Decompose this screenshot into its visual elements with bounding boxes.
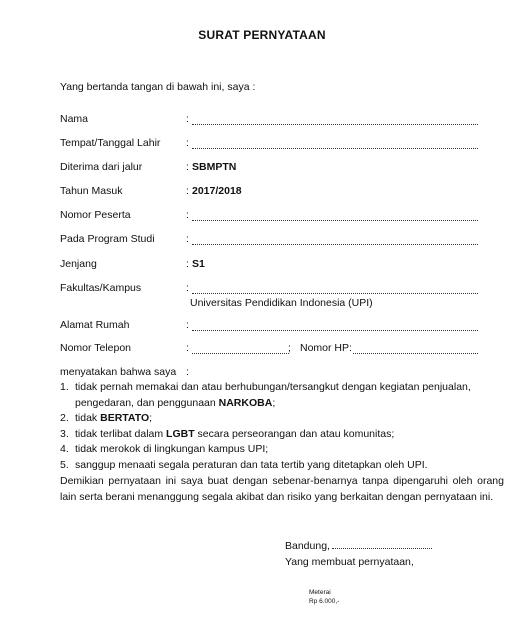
field-suffix: ;: [288, 342, 291, 354]
field-value: SBMPTN: [192, 161, 237, 173]
statement-intro: menyatakan bahwa saya: [60, 366, 177, 378]
field-colon: :: [186, 137, 189, 149]
intro-text: Yang bertanda tangan di bawah ini, saya :: [60, 81, 256, 93]
blank-line: [353, 353, 478, 354]
blank-line: [192, 353, 289, 354]
field-alamat-rumah: [60, 319, 480, 335]
signature-place: Bandung,: [285, 540, 330, 552]
field-label: Alamat Rumah: [60, 319, 130, 331]
blank-line: [192, 293, 478, 294]
field-label: Nomor Telepon: [60, 342, 132, 354]
field-tempat-tanggal-lahir: [60, 137, 480, 153]
signature-date-line: [332, 548, 432, 549]
field-jalur: [60, 161, 480, 177]
field-colon: :: [186, 185, 189, 197]
blank-line: [192, 124, 478, 125]
list-item: 5. sanggup menaati segala peraturan dan tata tertib yang ditetapkan oleh UPI.: [60, 458, 428, 471]
field-value: 2017/2018: [192, 185, 242, 197]
field-extra-label: Nomor HP:: [300, 342, 352, 354]
blank-line: [192, 148, 478, 149]
field-nama: [60, 113, 480, 129]
field-fakultas-subvalue: Universitas Pendidikan Indonesia (UPI): [190, 297, 373, 309]
closing-paragraph: Demikian pernyataan ini saya buat dengan sebenar-benarnya tanpa dipengaruhi oleh orang lain serta berani menanggung segala akibat dan risiko yang berkaitan dengan pernyataan ini.: [60, 475, 504, 503]
list-item: 1. tidak pernah memakai dan atau berhubungan/tersangkut dengan kegiatan penjualan, pengedaran, dan penggunaan NARKOBA;: [60, 381, 471, 409]
field-nomor-peserta: [60, 209, 480, 225]
document-title: SURAT PERNYATAAN: [198, 28, 326, 42]
field-colon: :: [186, 209, 189, 221]
stamp-label: Meterai: [309, 589, 331, 596]
blank-line: [192, 244, 478, 245]
field-colon: :: [186, 342, 189, 354]
signature-role: Yang membuat pernyataan,: [285, 556, 414, 568]
field-label: Nomor Peserta: [60, 209, 131, 221]
field-fakultas-kampus: [60, 282, 480, 298]
list-item: 3. tidak terlibat dalam LGBT secara perseorangan dan atau komunitas;: [60, 427, 395, 440]
field-label: Fakultas/Kampus: [60, 282, 142, 294]
field-colon: :: [186, 161, 189, 173]
field-colon: :: [186, 319, 189, 331]
blank-line: [192, 330, 478, 331]
field-label: Tahun Masuk: [60, 185, 123, 197]
field-label: Jenjang: [60, 258, 97, 270]
field-value: S1: [192, 258, 205, 270]
stamp-amount: Rp 6.000,-: [309, 598, 340, 605]
field-tahun-masuk: [60, 185, 480, 201]
field-program-studi: [60, 233, 480, 249]
field-nomor-telepon: [60, 342, 480, 358]
field-label: Nama: [60, 113, 89, 125]
statement-list: [60, 380, 500, 473]
statement-colon: :: [186, 366, 189, 378]
list-item: 2. tidak BERTATO;: [60, 412, 153, 424]
field-label: Pada Program Studi: [60, 233, 155, 245]
field-label: Diterima dari jalur: [60, 161, 143, 173]
field-jenjang: [60, 258, 480, 274]
field-colon: :: [186, 113, 189, 125]
field-colon: :: [186, 258, 189, 270]
field-label: Tempat/Tanggal Lahir: [60, 137, 161, 149]
field-colon: :: [186, 233, 189, 245]
field-colon: :: [186, 282, 189, 294]
list-item: 4. tidak merokok di lingkungan kampus UPI;: [60, 443, 269, 455]
blank-line: [192, 220, 478, 221]
